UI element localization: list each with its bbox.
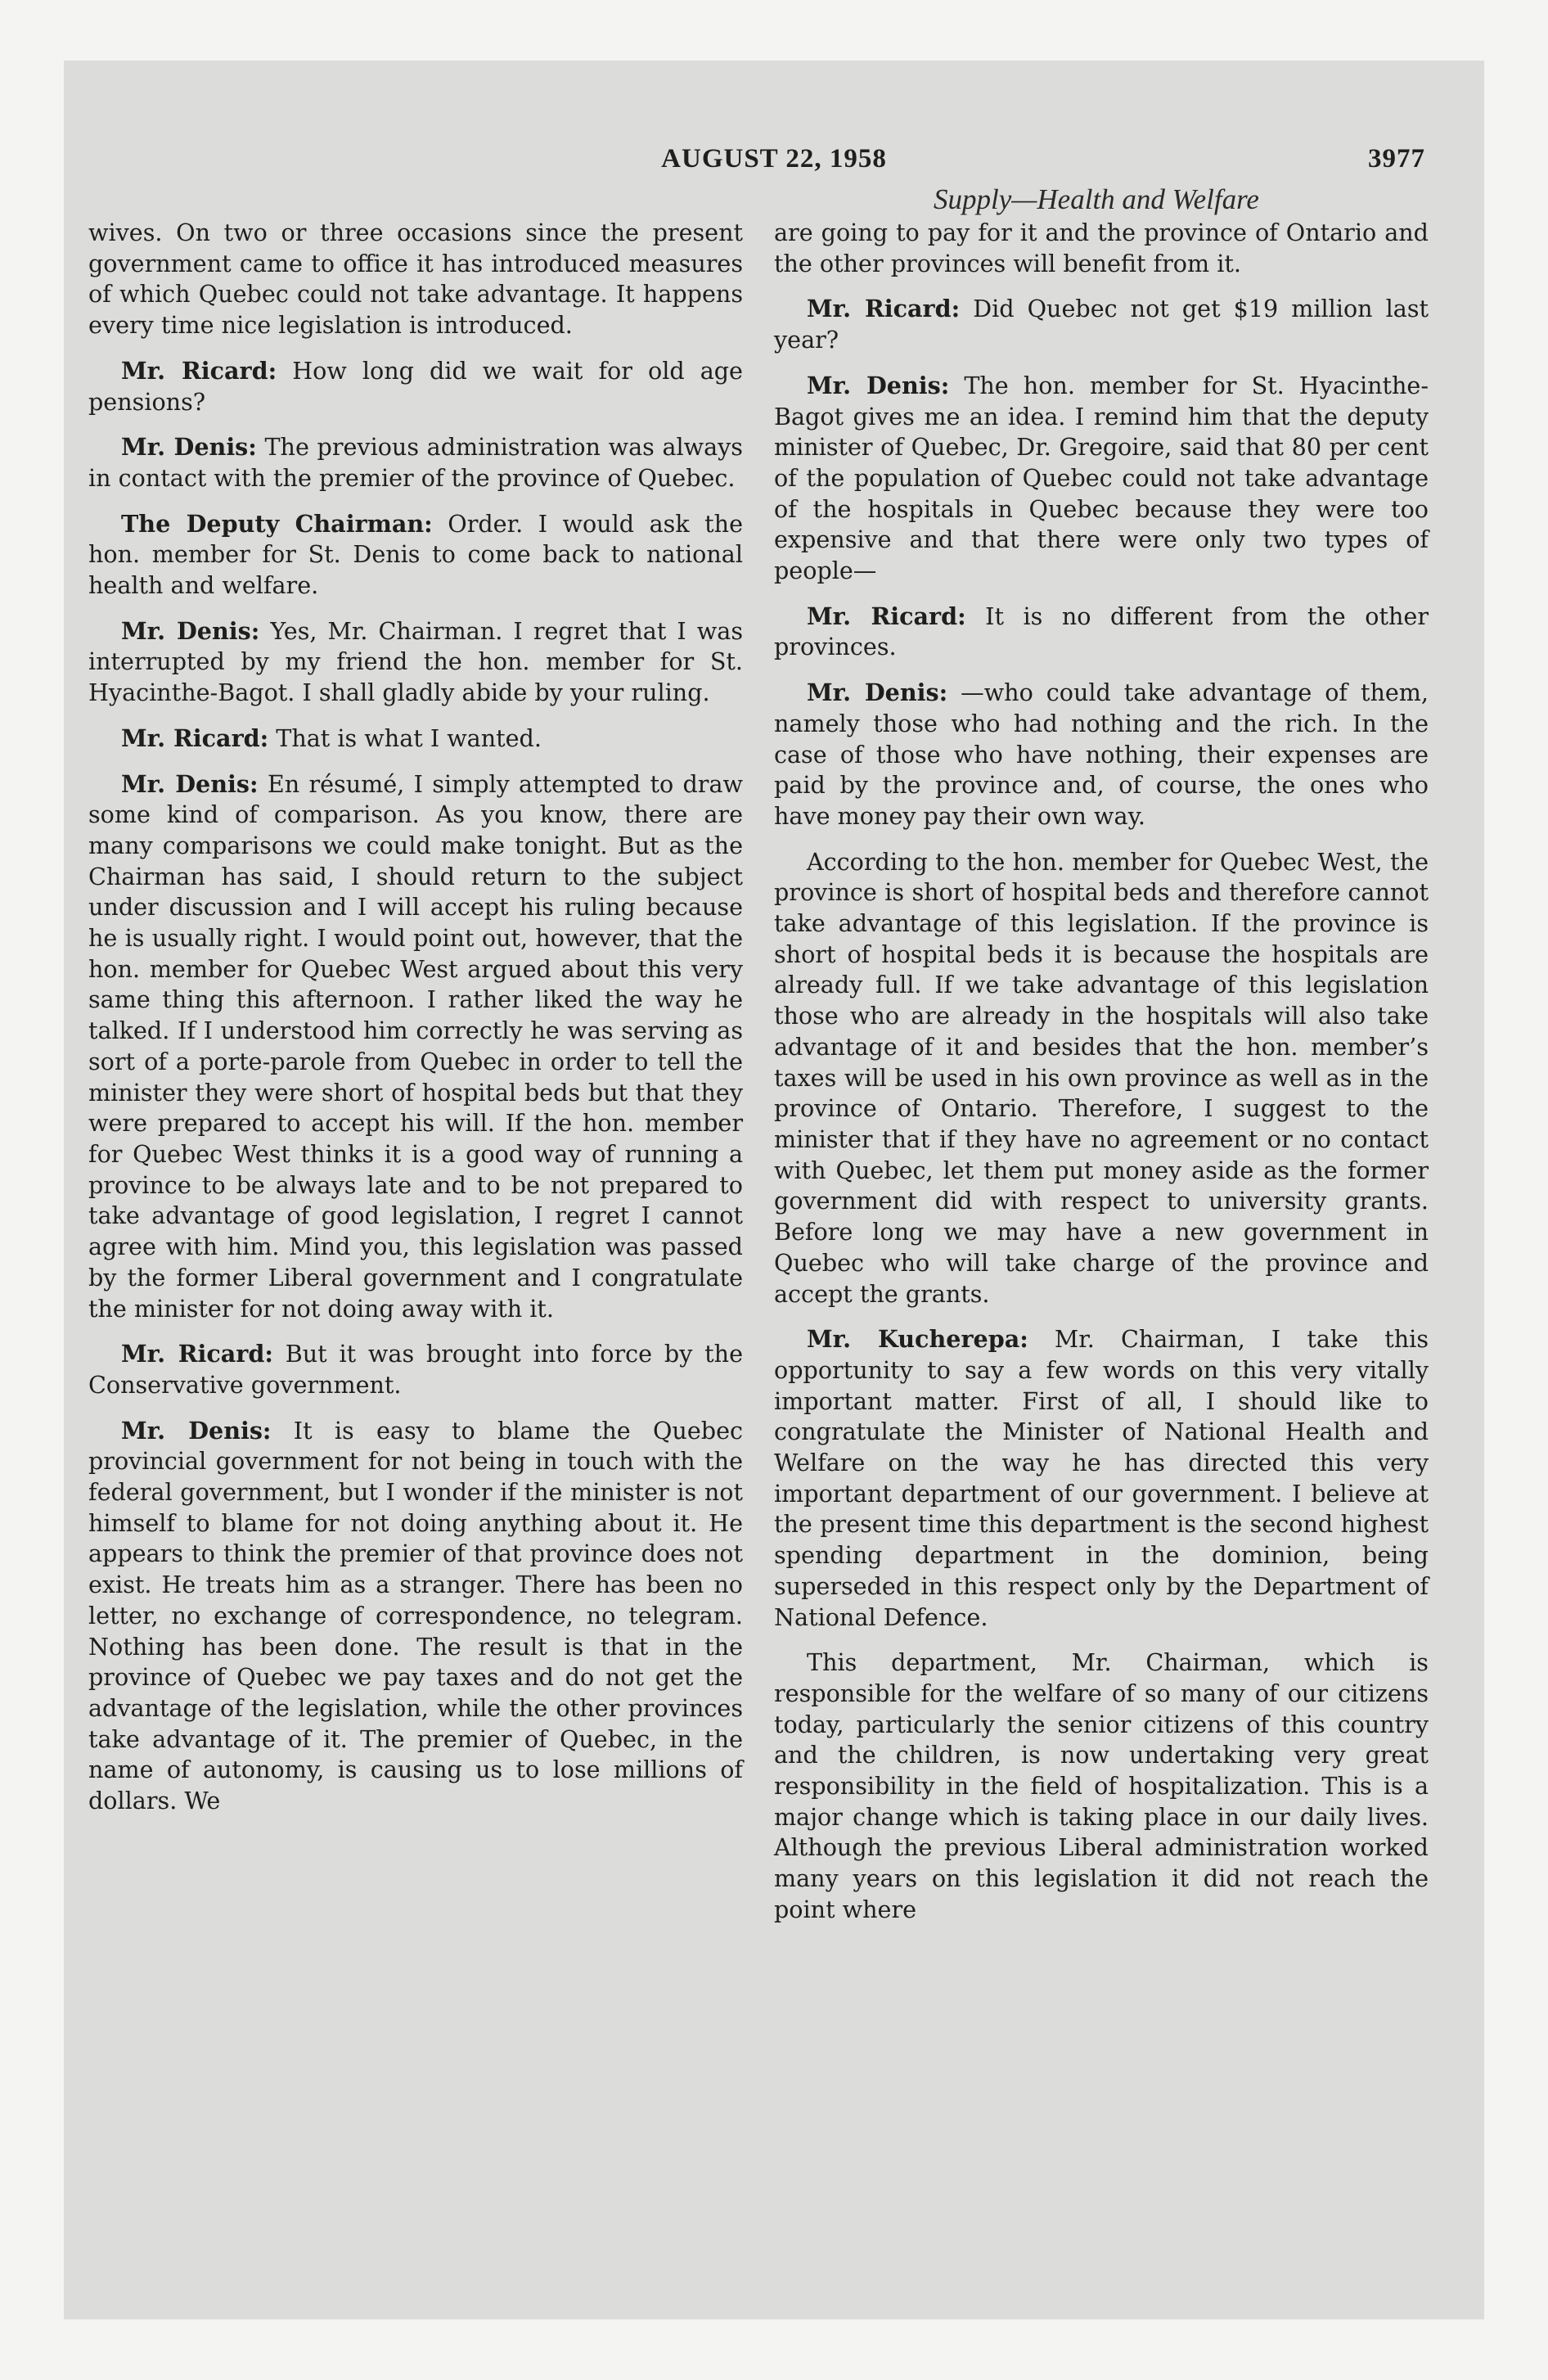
paragraph-text: are going to pay for it and the province of Ontario and the other provinces will benefit from it.: [774, 219, 1429, 277]
paragraph: [774, 847, 1429, 1310]
speaker-name: Mr. Denis:: [807, 371, 950, 399]
paragraph-text: That is what I wanted.: [268, 723, 542, 752]
paragraph-text: Yes, Mr. Chairman. I regret that I was interrupted by my friend the hon. member for St. Hyacinthe-Bagot. I shall gladly abide by your ruling.: [88, 616, 743, 707]
paragraph-text: This department, Mr. Chairman, which is responsible for the welfare of so many of our citizens today, particularly the senior citizens of this country and the children, is now undertaking very great responsibility in the field of hospitalization. This is a major change which is taking place in our daily lives. Although the previous Liberal administration worked many years on this legislation it did not reach the point where: [774, 1648, 1429, 1923]
paragraph-text: En résumé, I simply attempted to draw some kind of comparison. As you know, there are many comparisons we could make tonight. But as the Chairman has said, I should return to the subject under discussion and I will accept his ruling because he is usually right. I would point out, however, that the hon. member for Quebec West argued about this very same thing this afternoon. I rather liked the way he talked. If I understood him correctly he was serving as sort of a porte-parole from Quebec in order to tell the minister they were short of hospital beds but that they were prepared to accept his will. If the hon. member for Quebec West thinks it is a good way of running a province to be always late and to be not prepared to take advantage of good legislation, I regret I cannot agree with him. Mind you, this legislation was passed by the former Liberal government and I congratulate the minister for not doing away with it.: [88, 769, 743, 1323]
paragraph-text: How long did we wait for old age pensions?: [88, 356, 743, 416]
paragraph: [88, 723, 743, 755]
paragraph: [774, 218, 1429, 279]
header-date: AUGUST 22, 1958: [661, 144, 887, 174]
paragraph: [774, 602, 1429, 663]
speaker-name: Mr. Denis:: [121, 433, 257, 462]
paragraph-text: It is no different from the other provinces.: [774, 602, 1429, 661]
paragraph-text: Mr. Chairman, I take this opportunity to say a few words on this very vitally important matter. First of all, I should like to congratulate the Minister of National Health and Welfare on the way he has directed this very important department of our government. I believe at the present time this department is the second highest spending department in the dominion, being superseded in this respect only by the Department of National Defence.: [774, 1325, 1429, 1631]
paragraph: [774, 371, 1429, 587]
speaker-name: Mr. Ricard:: [807, 602, 966, 630]
paragraph: [774, 678, 1429, 832]
page-header: [64, 144, 1484, 185]
speaker-name: Mr. Denis:: [121, 616, 260, 645]
paragraph: [88, 432, 743, 494]
speaker-name: Mr. Ricard:: [121, 723, 269, 752]
paragraph-text: The hon. member for St. Hyacinthe-Bagot gives me an idea. I remind him that the deputy minister of Quebec, Dr. Gregoire, said that 80 per cent of the population of Quebec could not take advantage of the hospitals in Quebec because they were too expensive and that there were only two types of people—: [774, 371, 1429, 585]
right-column: [774, 218, 1429, 1941]
speaker-name: Mr. Ricard:: [121, 356, 277, 385]
paragraph-text: —who could take advantage of them, namely those who had nothing and the rich. In the case of those who have nothing, their expenses are paid by the province and, of course, the ones who have money pay their own way.: [774, 678, 1429, 830]
paragraph: [88, 769, 743, 1325]
page-number: 3977: [1368, 144, 1425, 174]
paragraph: [88, 1416, 743, 1817]
paragraph: [88, 509, 743, 602]
paragraph: [88, 356, 743, 417]
speaker-name: Mr. Kucherepa:: [807, 1325, 1028, 1354]
paragraph-text: wives. On two or three occasions since the present government came to office it has introduced measures of which Quebec could not take advantage. It happens every time nice legislation is introduced.: [88, 219, 743, 340]
speaker-name: Mr. Denis:: [807, 678, 948, 707]
speaker-name: Mr. Ricard:: [807, 295, 961, 323]
speaker-name: Mr. Denis:: [121, 1416, 272, 1445]
paragraph: [88, 218, 743, 341]
speaker-name: Mr. Denis:: [121, 769, 259, 798]
paragraph-text: Order. I would ask the hon. member for St. Denis to come back to national health and welfare.: [88, 509, 744, 600]
speaker-name: Mr. Ricard:: [121, 1340, 273, 1368]
paragraph: [774, 1324, 1429, 1633]
paragraph-text: But it was brought into force by the Conservative government.: [88, 1340, 743, 1399]
document-page: [64, 61, 1484, 2319]
paragraph: [88, 1339, 743, 1400]
left-column: [88, 218, 743, 1832]
paragraph-text: It is easy to blame the Quebec provincial government for not being in touch with the federal government, but I wonder if the minister is not himself to blame for not doing anything about it. He appears to think the premier of that province does not exist. He treats him as a stranger. There has been no letter, no exchange of correspondence, no telegram. Nothing has been done. The result is that in the province of Quebec we pay taxes and do not get the advantage of the legislation, while the other provinces take advantage of it. The premier of Quebec, in the name of autonomy, is causing us to lose millions of dollars. We: [88, 1416, 744, 1815]
section-subheader: Supply—Health and Welfare: [934, 183, 1259, 215]
paragraph: [88, 616, 743, 709]
paragraph: [774, 294, 1429, 355]
speaker-name: The Deputy Chairman:: [121, 509, 433, 538]
paragraph-text: The previous administration was always in contact with the premier of the province of Quebec.: [88, 433, 743, 492]
paragraph: [774, 1648, 1429, 1925]
paragraph-text: Did Quebec not get $19 million last year?: [774, 295, 1429, 354]
paragraph-text: According to the hon. member for Quebec West, the province is short of hospital beds and therefore cannot take advantage of this legislation. If the province is short of hospital beds it is because the hospitals are already full. If we take advantage of this legislation those who are already in the hospitals will also take advantage of it and besides that the hon. member’s taxes will be used in his own province as well as in the province of Ontario. Therefore, I suggest to the minister that if they have no agreement or no contact with Quebec, let them put money aside as the former government did with respect to university grants. Before long we may have a new government in Quebec who will take charge of the province and accept the grants.: [774, 847, 1429, 1308]
